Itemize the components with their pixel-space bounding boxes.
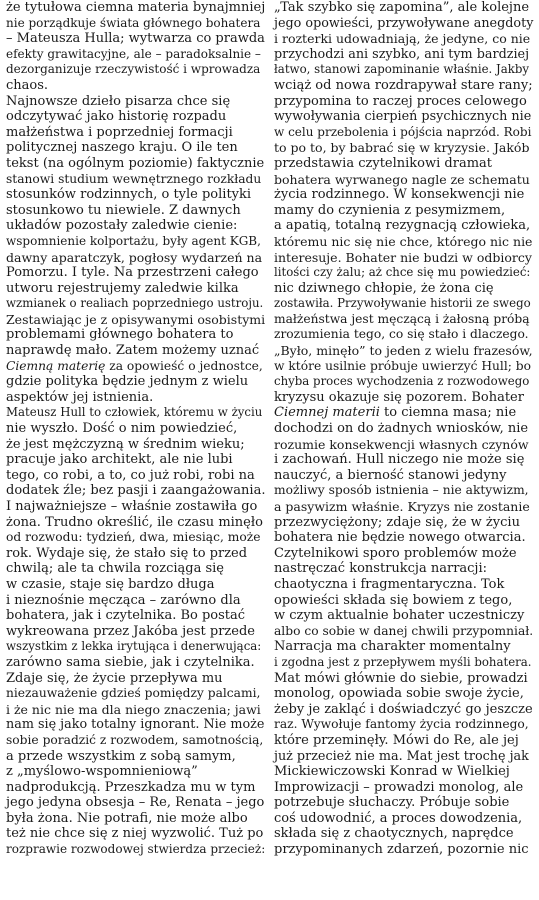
text-line: i nieznośnie męcząca – zarówno dla [6,592,241,608]
text-line: Najnowsze dzieło pisarza chce się [6,93,231,109]
text-line: z „myślowo-wspomnieniową” [6,764,198,780]
text-line: rok. Wydaje się, że stało się to przed [6,545,248,561]
text-line: „Tak szybko się zapomina”, ale kolejne [274,0,530,15]
text-line: Improwizacji – prowadzi monolog, ale [274,779,524,795]
text-line: wszystkim z lekka irytująca i denerwująca: [6,639,262,654]
text-line: stosunkowo tu niewiele. Z dawnych [6,202,241,218]
text-line: nic dziwnego chłopie, że żona cię [274,280,494,296]
text-line: wzmianek o realiach poprzedniego ustroju. [6,296,264,311]
text-line: niezauważenie gdzieś pomiędzy palcami, [6,686,261,701]
text-line: raz. Wywołuje fantomy życia rodzinnego, [274,717,529,732]
italic-title: Ciemnej materii [274,405,380,421]
text-line: tego, co robi, a to, co już robi, robi na [6,467,255,483]
text-line: wykreowana przez Jakóba jest przede [6,623,255,639]
text-line: bohatera wyrwanego nagle ze schematu [274,171,530,187]
text-line: układów pozostały zaledwie cienie: [6,218,238,234]
text-line: efekty grawitacyjne, ale – paradoksalnie – [6,46,261,61]
text-line: albo co sobie w danej chwili przypomniał. [274,623,534,638]
text-line: chaotyczna i fragmentaryczna. Tok [274,576,505,592]
text-line: wspomnienie kolportażu, były agent KGB, [6,233,261,248]
text-line: mamy do czynienia z pesymizmem, [274,202,506,218]
text-line: odczytywać jako historię rozpadu [6,109,227,125]
text-line: chyba proces wychodzenia z rozwodowego [274,374,530,389]
text-line: dezorganizuje rzeczywistość i wprowadza [6,62,261,77]
text-line: w czym aktualnie bohater uczestniczy [274,608,525,624]
text-line: przedstawia czytelnikowi dramat [274,155,493,171]
text-line: była żona. Nie potrafi, nie może albo [6,810,248,826]
text-line: pracuje jako architekt, ale nie lubi [6,452,233,468]
text-line: monolog, opowiada sobie swoje życie, [274,686,524,702]
text-line: bohatera, jak i czytelnika. Bo postać [6,608,246,624]
text-line: zostawiła. Przywoływanie historii ze swego [274,296,531,311]
text-line: żeby je zakląć i doświadczyć go jeszcze [274,701,533,717]
text-line: małżeństwa i poprzedniej formacji [6,124,233,140]
text-line [6,359,265,375]
text-line: potrzebuje słuchaczy. Próbuje sobie [274,795,510,811]
text-line: Narracja ma charakter momentalny [274,639,511,655]
text-line: kryzysu okazuje się pozorem. Bohater [274,389,524,405]
text-line: to po to, by babrać się w kryzysie. Jakób [274,140,530,156]
text-line: gdzie polityka będzie jednym z wielu [6,374,249,390]
text-line: dochodzi on do żadnych wniosków, nie [274,421,529,437]
text-line: rozprawie rozwodowej stwierdza przecież: [6,842,266,857]
text-line: małżeństwa jest męczącą i żałosną próbą [274,311,530,326]
text-column-right [274,0,533,900]
text-line: – Mateusza Hulla; wytwarza co prawda [6,31,265,47]
text-line: wciąż od nowa rozdrapywał stare rany; [274,77,533,93]
text-line: przychodzi ani szybko, ani tym bardziej [274,46,530,62]
text-line: przypomina to raczej proces celowego [274,93,527,109]
text-fragment: za opowieść o jednostce, [105,358,263,373]
text-line: nie wyszło. Dość o nim powiedzieć, [6,421,238,437]
text-line: Mateusz Hull to człowiek, któremu w życiu [6,405,263,420]
text-line: coś udowodnić, a proces dowodzenia, [274,810,523,826]
text-line: też nie chce się z niej wyzwolić. Tuż po [6,826,264,842]
text-line: że jest mężczyzną w średnim wieku; [6,436,245,452]
text-line: nastręczać konstrukcja narracji: [274,561,488,577]
text-line: interesuje. Bohater nie budzi w odbiorcy [274,249,532,265]
text-line: nadprodukcją. Przeszkadza mu w tym [6,779,256,795]
text-line: I najważniejsze – właśnie zostawiła go [6,499,258,514]
text-line: stanowi studium wewnętrznego rozkładu [6,171,262,186]
text-line: już przecież nie ma. Mat jest trochę jak [274,748,529,764]
text-line: aspektów jej istnienia. [6,389,154,405]
text-line: chwilą; ale ta chwila rozciąga się [6,561,224,577]
text-line: przezwyciężony; zdaje się, że w życiu [274,514,520,530]
text-line: łatwo, stanowi zapominanie właśnie. Jakby [274,62,530,77]
text-column-left [6,0,265,900]
text-line: sobie poradzić z rozwodem, samotnością, [6,732,264,747]
text-line: Mickiewiczowski Konrad w Wielkiej [274,764,510,780]
text-line: w celu przebolenia i pójścia naprzód. Robi [274,124,532,139]
text-line: i rozterki udowadniają, że jedyne, co nie [274,31,531,47]
text-line: życia rodzinnego. W konsekwencji nie [274,187,525,203]
text-line: naprawdę mało. Zatem możemy uznać [6,343,260,359]
text-line: nauczyć, a bierność stanowi jedyny [274,467,507,483]
text-line: utworu rejestrujemy zaledwie kilka [6,280,239,296]
text-line: stosunków rodzinnych, o tyle polityki [6,187,252,203]
text-line: przypominanych zdarzeń, pozornie nic [274,842,529,858]
text-line: Zdaje się, że życie przepływa mu [6,670,223,686]
text-line: a przede wszystkim z sobą samym, [6,748,236,764]
text-line: i zgodna jest z przepływem myśli bohatera. [274,654,532,669]
text-line: bohatera nie będzie nowego otwarcia. [274,530,526,546]
text-line: jego jedyna obsesja – Re, Renata – jego [6,795,265,811]
text-line: Czytelnikowi sporo problemów może [274,545,517,561]
text-line: dawny aparatczyk, pogłosy wydarzeń na [6,249,263,265]
text-line: które przeminęły. Mówi do Re, ale jej [274,732,519,748]
text-line: w czasie, staje się bardzo długa [6,576,215,592]
text-line: i że nic nie ma dla niego znaczenia; jawi [6,701,261,717]
text-line: składa się z chaotycznych, naprędce [274,826,514,842]
text-line [274,405,533,421]
text-line: zarówno sama siebie, jak i czytelnika. [6,654,255,670]
text-line: jego opowieści, przywoływane anegdoty [274,15,534,31]
text-line: a apatią, totalną rezygnacją człowieka, [274,218,531,234]
text-line: a pasywizm właśnie. Kryzys nie zostanie [274,499,530,514]
text-line: Pomorzu. I tyle. Na przestrzeni całego [6,265,259,281]
text-line: w które usilnie próbuje uwierzyć Hull; bo [274,358,531,373]
text-line: „Było, minęło” to jeden z wielu frazesów, [274,343,533,359]
text-line: zrozumienia tego, co się stało i dlaczego. [274,327,529,342]
italic-title: Ciemną materię [6,358,106,373]
text-line: wywoływania cierpień psychicznych nie [274,109,532,125]
text-line: możliwy sposób istnienia – nie aktywizm, [274,483,529,498]
text-line: Mat mówi głównie do siebie, prowadzi [274,670,528,686]
text-line: żona. Trudno określić, ile czasu minęło [6,514,263,530]
text-line: rozumie konsekwencji własnych czynów [274,436,529,452]
text-line: i zachowań. Hull niczego nie może się [274,452,525,468]
text-line: politycznej naszego kraju. O ile ten [6,140,238,156]
text-line: opowieści składa się bowiem z tego, [274,592,513,608]
text-line: litości czy żalu; aż chce się mu powiedzieć: [274,265,531,280]
text-line: tekst (na ogólnym poziomie) faktycznie [6,155,265,171]
text-line: chaos. [6,77,49,93]
text-line: od rozwodu: tydzień, dwa, miesiąc, może [6,530,261,545]
text-line: dodatek źle; bez pasji i zaangażowania. [6,483,266,499]
text-line: że tytułowa ciemna materia bynajmniej [6,0,266,15]
text-fragment: to ciemna masa; nie [379,405,517,421]
text-line: Zestawiając je z opisywanymi osobistymi [6,311,266,327]
text-line: nie porządkuje świata głównego bohatera [6,15,261,30]
text-line: problemami głównego bohatera to [6,327,234,343]
text-line: któremu nic się nie chce, którego nic nie [274,233,533,249]
text-line: nam się jako totalny ignorant. Nie może [6,717,265,733]
